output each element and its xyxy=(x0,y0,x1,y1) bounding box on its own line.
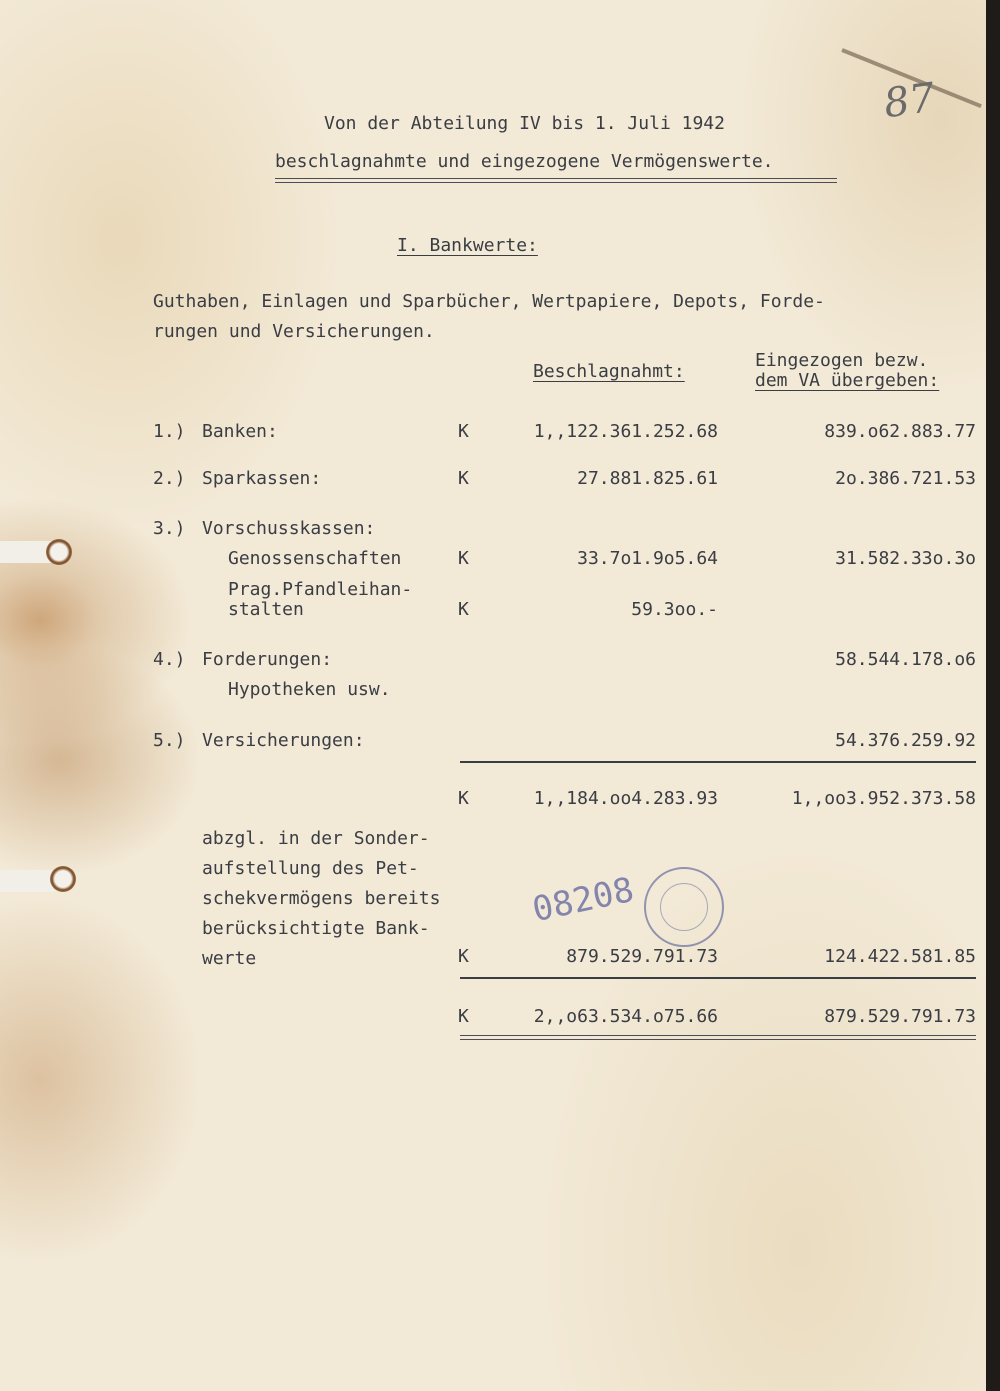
currency-mark: K xyxy=(458,599,469,620)
row-sublabel-hypotheken: Hypotheken usw. xyxy=(228,679,391,700)
deduction-text-line: aufstellung des Pet- xyxy=(202,858,419,879)
deduction-collected: 124.422.581.85 xyxy=(824,946,976,967)
row-label-versicherungen: Versicherungen: xyxy=(202,730,365,751)
collected-amount: 54.376.259.92 xyxy=(835,730,976,751)
seized-amount: 33.7o1.9o5.64 xyxy=(577,548,718,569)
row-label-pfandleihanstalten-line-1: Prag.Pfandleihan- xyxy=(228,579,413,600)
deduction-text-line: abzgl. in der Sonder- xyxy=(202,828,430,849)
total-seized: 2,,o63.534.o75.66 xyxy=(533,1006,718,1027)
header-line-1: Von der Abteilung IV bis 1. Juli 1942 xyxy=(324,113,725,134)
row-label-pfandleihanstalten-line-2: stalten xyxy=(228,599,304,620)
punch-hole-upper xyxy=(46,539,72,565)
seized-amount: 27.881.825.61 xyxy=(577,468,718,489)
collected-amount: 2o.386.721.53 xyxy=(835,468,976,489)
stamp-number: 08208 xyxy=(528,869,638,931)
currency-mark: K xyxy=(458,548,469,569)
row-number: 4.) xyxy=(153,649,186,670)
row-label-sparkassen: Sparkassen: xyxy=(202,468,322,489)
column-header-collected-line-2: dem VA übergeben: xyxy=(755,370,940,391)
currency-mark: K xyxy=(458,1006,469,1027)
subtotal-rule xyxy=(460,761,976,763)
total-rule xyxy=(460,977,976,979)
intro-line-2: rungen und Versicherungen. xyxy=(153,321,435,342)
row-number: 5.) xyxy=(153,730,186,751)
deduction-seized: 879.529.791.73 xyxy=(566,946,718,967)
intro-line-1: Guthaben, Einlagen und Sparbücher, Wertpapiere, Depots, Forde- xyxy=(153,291,825,312)
column-header-seized: Beschlagnahmt: xyxy=(533,361,685,382)
deduction-text-line: berücksichtigte Bank- xyxy=(202,918,430,939)
header-double-underline xyxy=(275,178,837,183)
row-label-vorschusskassen: Vorschusskassen: xyxy=(202,518,376,539)
row-label-banken: Banken: xyxy=(202,421,278,442)
collected-amount: 31.582.33o.3o xyxy=(835,548,976,569)
currency-mark: K xyxy=(458,946,469,967)
currency-mark: K xyxy=(458,468,469,489)
total-collected: 879.529.791.73 xyxy=(824,1006,976,1027)
total-double-underline xyxy=(460,1035,976,1040)
row-label-forderungen: Forderungen: xyxy=(202,649,333,670)
row-number: 3.) xyxy=(153,518,186,539)
subtotal-collected: 1,,oo3.952.373.58 xyxy=(791,788,976,809)
currency-mark: K xyxy=(458,421,469,442)
row-label-genossenschaften: Genossenschaften xyxy=(228,548,402,569)
pencil-folio-number: 87 xyxy=(881,74,938,128)
collected-amount: 839.o62.883.77 xyxy=(824,421,976,442)
deduction-text-line: schekvermögens bereits xyxy=(202,888,441,909)
column-header-collected-line-1: Eingezogen bezw. xyxy=(755,350,929,371)
header-line-2: beschlagnahmte und eingezogene Vermögenswerte. xyxy=(275,151,774,172)
archive-seal-stamp xyxy=(644,867,724,947)
punch-hole-lower xyxy=(50,866,76,892)
seized-amount: 59.3oo.- xyxy=(631,599,718,620)
seized-amount: 1,,122.361.252.68 xyxy=(533,421,718,442)
row-number: 2.) xyxy=(153,468,186,489)
collected-amount: 58.544.178.o6 xyxy=(835,649,976,670)
scan-background-edge xyxy=(986,0,1000,1391)
section-title: I. Bankwerte: xyxy=(397,235,538,256)
deduction-text-line: werte xyxy=(202,948,257,969)
currency-mark: K xyxy=(458,788,469,809)
row-number: 1.) xyxy=(153,421,186,442)
subtotal-seized: 1,,184.oo4.283.93 xyxy=(533,788,718,809)
